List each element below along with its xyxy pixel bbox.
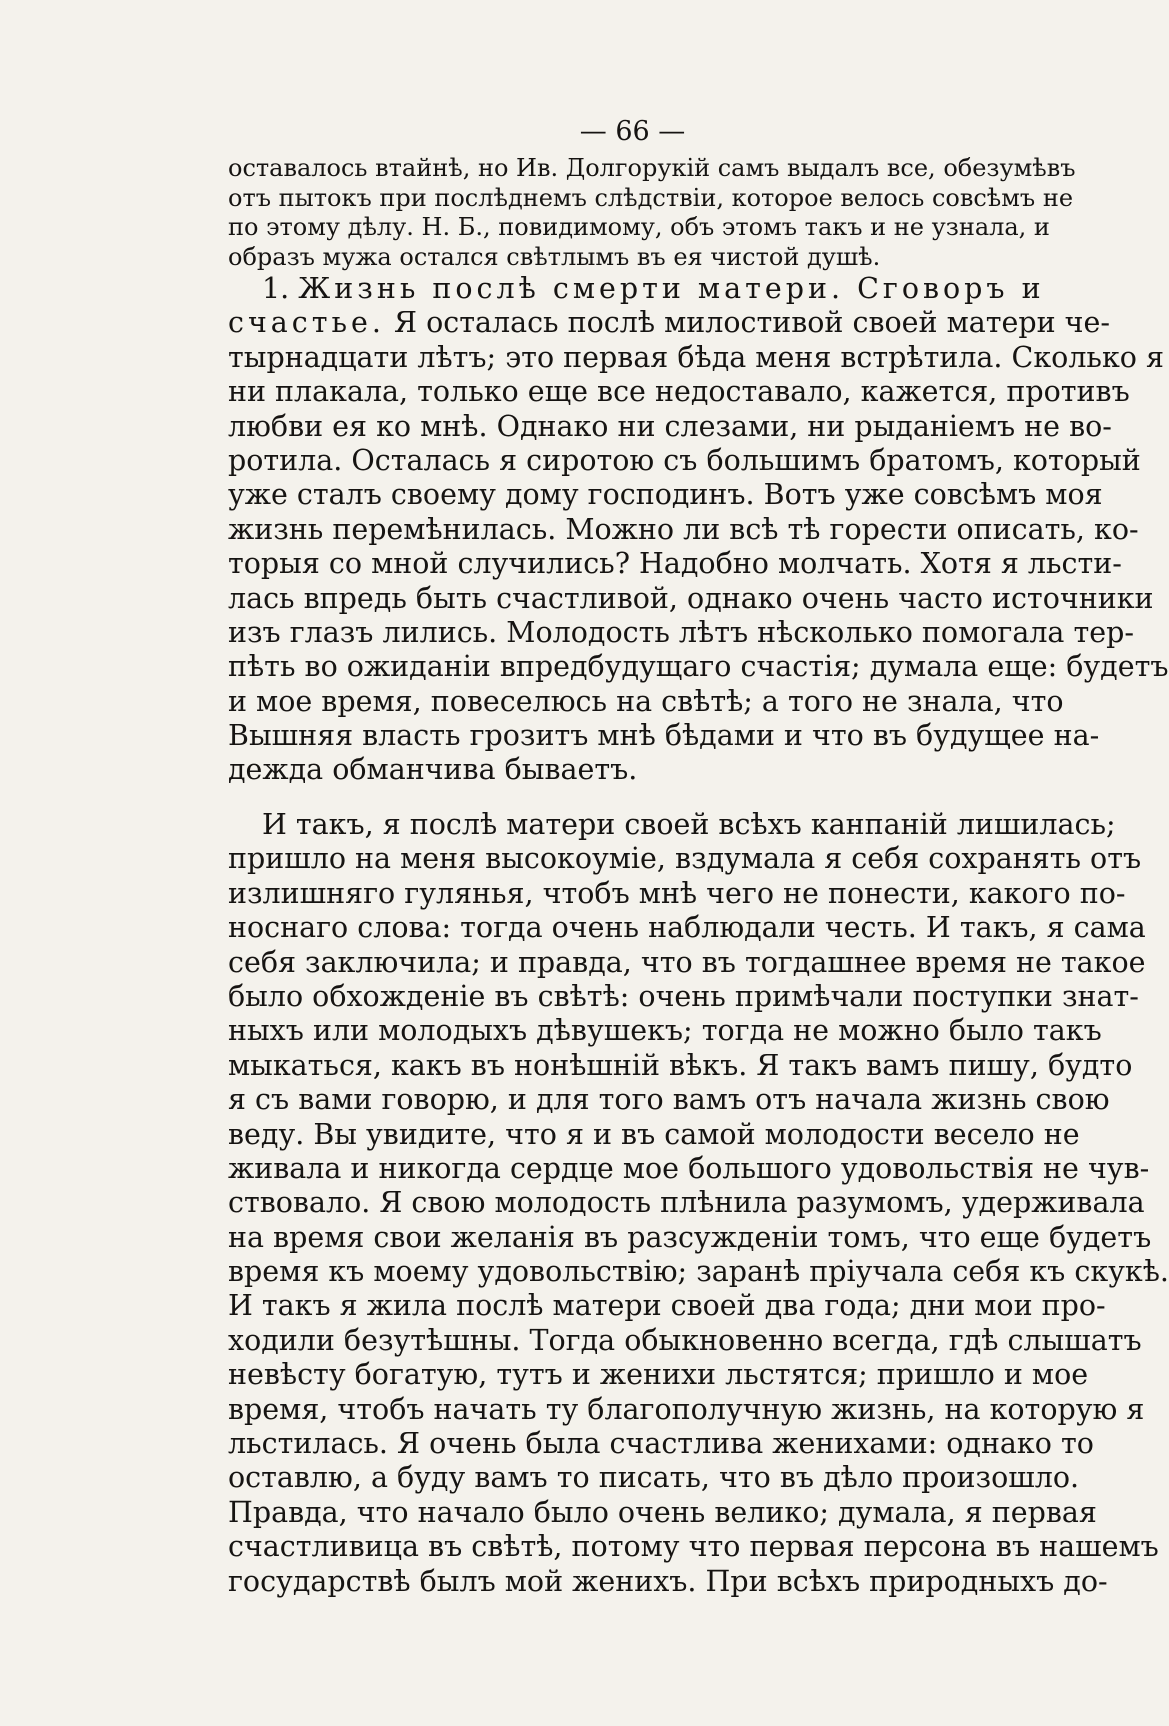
text-line: Вышняя власть грозитъ мнѣ бѣдами и что въ будущее на- [228, 719, 1100, 753]
section-number: 1. [262, 272, 290, 305]
text-line: пѣть во ожиданіи впредбудущаго счастія; думала еще: будетъ [228, 650, 1169, 684]
text-line: торыя со мной случились? Надобно молчать. Хотя я льсти- [228, 547, 1122, 581]
text-line: уже сталъ своему дому господинъ. Вотъ уже совсѣмъ моя [228, 478, 1103, 512]
text-line: себя заключила; и правда, что въ тогдашнее время не такое [228, 945, 1146, 979]
text-line: мыкаться, какъ въ нонѣшній вѣкъ. Я такъ вамъ пишу, будто [228, 1048, 1133, 1082]
text-line: время къ моему удовольствію; заранѣ пріучала себя къ скукѣ. [228, 1255, 1169, 1289]
text-line: любви ея ко мнѣ. Однако ни слезами, ни рыданіемъ не во- [228, 409, 1112, 443]
section-heading-line-2 [228, 306, 1111, 340]
text-line: по этому дѣлу. Н. Б., повидимому, объ этомъ такъ и не узнала, и [228, 213, 1050, 241]
text-line: я съ вами говорю, и для того вамъ отъ начала жизнь свою [228, 1083, 1110, 1117]
text-line: ствовало. Я свою молодость плѣнила разумомъ, удерживала [228, 1186, 1145, 1220]
text-line: ходили безутѣшны. Тогда обыкновенно всегда, гдѣ слышатъ [228, 1323, 1142, 1357]
text-line: дежда обманчива бываетъ. [228, 753, 638, 787]
text-line: время, чтобъ начать ту благополучную жизнь, на которую я [228, 1392, 1145, 1426]
paragraph-2 [228, 808, 1169, 1599]
section-heading-line [228, 272, 1045, 306]
text-line: жизнь перемѣнилась. Можно ли всѣ тѣ горести описать, ко- [228, 512, 1139, 546]
text-line: носнаго слова: тогда очень наблюдали честь. И такъ, я сама [228, 911, 1146, 945]
text-line: пришло на меня высокоуміе, вздумала я себя сохранять отъ [228, 842, 1142, 876]
text-line: веду. Вы увидите, что я и въ самой молодости весело не [228, 1117, 1080, 1151]
text-line: было обхожденіе въ свѣтѣ: очень примѣчали поступки знат- [228, 979, 1139, 1013]
page-number: — 66 — [579, 116, 686, 147]
text-line: оставалось втайнѣ, но Ив. Долгорукій самъ выдалъ все, обезумѣвъ [228, 154, 1076, 182]
text-line: оставлю, а буду вамъ то писать, что въ дѣло произошло. [228, 1461, 1080, 1495]
text-line: И такъ, я послѣ матери своей всѣхъ канпаній лишилась; [262, 808, 1116, 841]
text-line: и мое время, повеселюсь на свѣтѣ; а того не знала, что [228, 684, 1064, 718]
text-line: льстилась. Я очень была счастлива женихами: однако то [228, 1427, 1094, 1461]
text-line: Правда, что начало было очень велико; думала, я первая [228, 1495, 1097, 1529]
text-line: изъ глазъ лились. Молодость лѣтъ нѣсколько помогала тер- [228, 615, 1134, 649]
text-line: ни плакала, только еще все недоставало, кажется, противъ [228, 375, 1130, 409]
text-line: живала и никогда сердце мое большого удовольствія не чув- [228, 1151, 1150, 1185]
section-heading-cont: счастье. [228, 306, 385, 340]
text-line: ныхъ или молодыхъ дѣвушекъ; тогда не можно было такъ [228, 1014, 1102, 1048]
section-1 [228, 272, 1169, 788]
text-line: счастливица въ свѣтѣ, потому что первая персона въ нашемъ [228, 1530, 1159, 1564]
text-line: тырнадцати лѣтъ; это первая бѣда меня встрѣтила. Сколько я [228, 340, 1164, 374]
text-line: образъ мужа остался свѣтлымъ въ ея чистой душѣ. [228, 242, 881, 271]
text-line-start: Я осталась послѣ милостивой своей матери че- [384, 306, 1111, 340]
intro-paragraph [228, 154, 1076, 272]
text-line: лась впредь быть счастливой, однако очень часто источники [228, 581, 1154, 615]
section-heading: Жизнь послѣ смерти матери. Сговоръ и [298, 272, 1045, 305]
text-line: излишняго гулянья, чтобъ мнѣ чего не понести, какого по- [228, 876, 1126, 910]
text-line: невѣсту богатую, тутъ и женихи льстятся; пришло и мое [228, 1358, 1089, 1392]
text-line: ротила. Осталась я сиротою съ большимъ братомъ, который [228, 443, 1141, 477]
text-line: И такъ я жила послѣ матери своей два года; дни мои про- [228, 1289, 1106, 1323]
text-line: отъ пытокъ при послѣднемъ слѣдствіи, которое велось совсѣмъ не [228, 183, 1074, 212]
text-line: на время свои желанія въ разсужденіи томъ, что еще будетъ [228, 1220, 1152, 1254]
text-line: государствѣ былъ мой женихъ. При всѣхъ природныхъ до- [228, 1564, 1108, 1598]
